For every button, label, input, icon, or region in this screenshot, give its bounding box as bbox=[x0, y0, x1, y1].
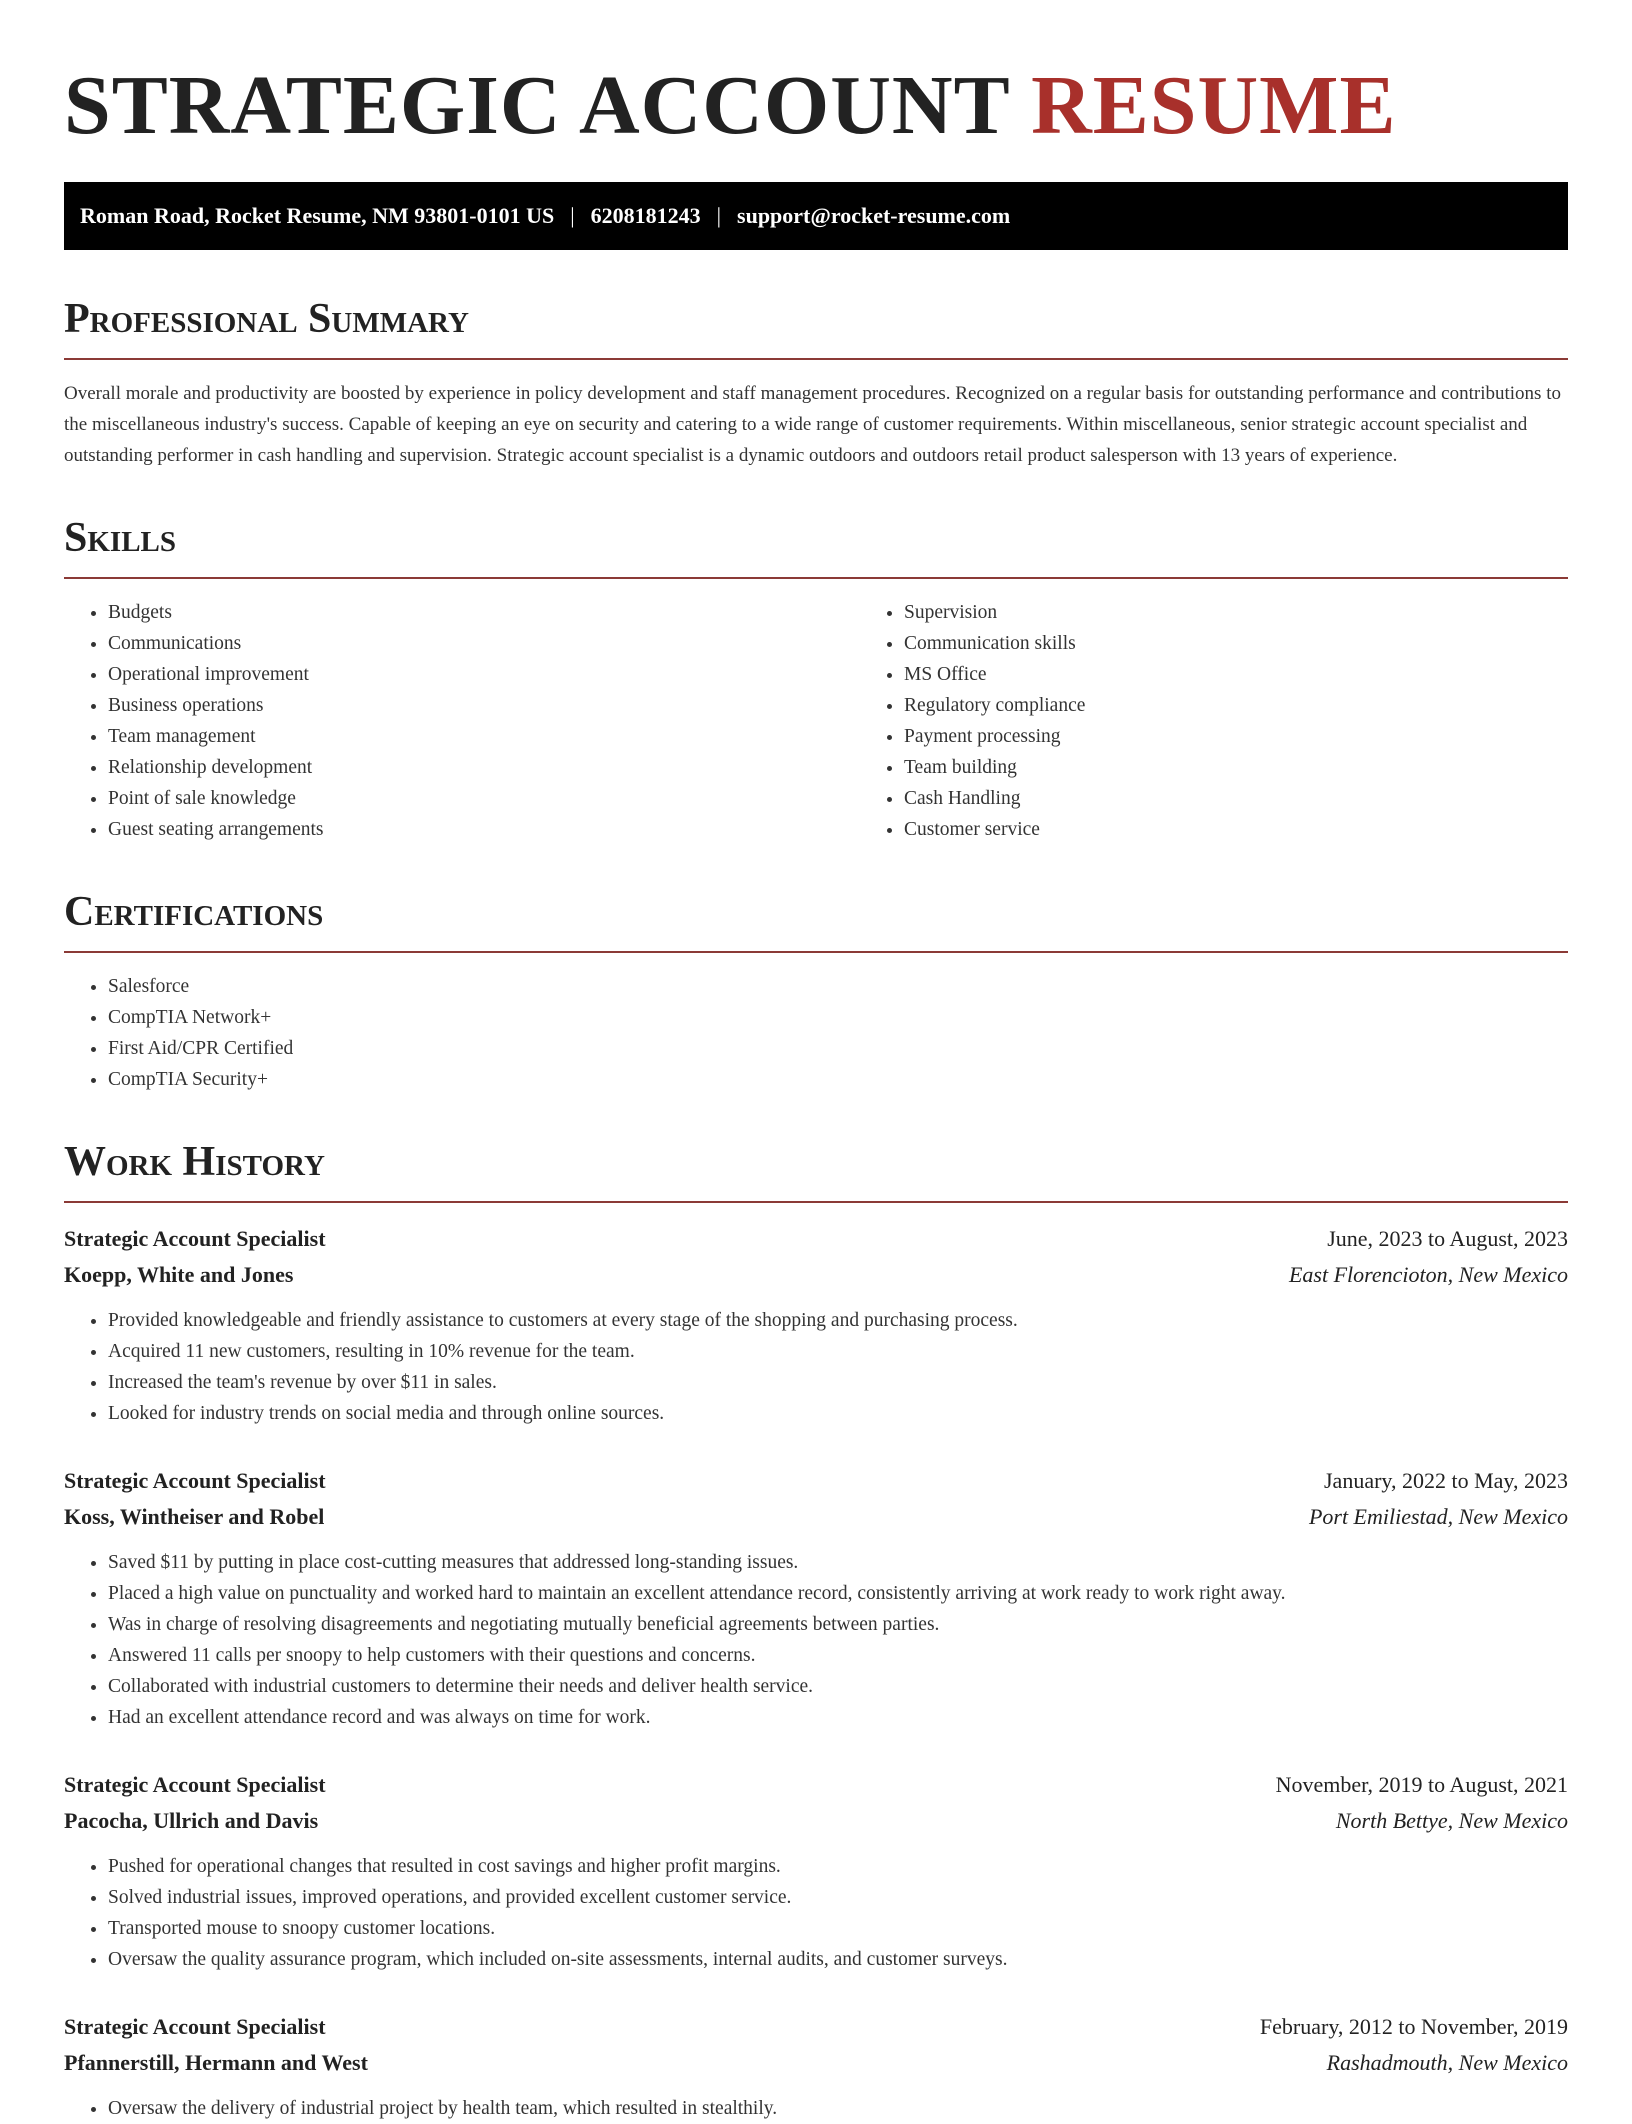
job-entry bbox=[64, 1221, 1568, 1429]
job-bullets bbox=[64, 2093, 1568, 2124]
job-title-row bbox=[64, 1767, 1568, 1803]
skill-item: • Business operations bbox=[108, 690, 860, 721]
job-title: Strategic Account Specialist bbox=[64, 2014, 326, 2039]
skills-list-right bbox=[860, 597, 1632, 845]
job-company-row bbox=[64, 1803, 1568, 1839]
title-accent: RESUME bbox=[1031, 59, 1397, 152]
job-company-row bbox=[64, 2045, 1568, 2081]
job-company-row bbox=[64, 1257, 1568, 1293]
skill-item: • Team building bbox=[904, 752, 1632, 783]
job-company: Pfannerstill, Hermann and West bbox=[64, 2050, 368, 2075]
skill-item: • Payment processing bbox=[904, 721, 1632, 752]
job-entry bbox=[64, 1767, 1568, 1975]
skills-section bbox=[64, 517, 1568, 845]
job-bullet: • Looked for industry trends on social media and through online sources. bbox=[108, 1398, 1568, 1429]
certification-item: • CompTIA Security+ bbox=[108, 1064, 1568, 1095]
job-bullet: • Collaborated with industrial customers to determine their needs and deliver health service. bbox=[108, 1671, 1568, 1702]
skill-item: • Regulatory compliance bbox=[904, 690, 1632, 721]
job-bullet: • Solved industrial issues, improved operations, and provided excellent customer service. bbox=[108, 1882, 1568, 1913]
certification-item: • First Aid/CPR Certified bbox=[108, 1033, 1568, 1064]
section-divider bbox=[64, 577, 1568, 579]
contact-phone: 6208181243 bbox=[590, 203, 701, 228]
job-title: Strategic Account Specialist bbox=[64, 1468, 326, 1493]
job-bullet: • Oversaw the quality assurance program, which included on-site assessments, internal audits, and customer surveys. bbox=[108, 1944, 1568, 1975]
skill-item: • Relationship development bbox=[108, 752, 860, 783]
section-divider bbox=[64, 951, 1568, 953]
summary-section bbox=[64, 298, 1568, 471]
job-bullet: • Acquired 11 new customers, resulting in 10% revenue for the team. bbox=[108, 1336, 1568, 1367]
job-entry bbox=[64, 2009, 1568, 2124]
job-bullet: • Placed a high value on punctuality and worked hard to maintain an excellent attendance record, consistently arriving at work ready to work right away. bbox=[108, 1578, 1568, 1609]
job-bullet: • Transported mouse to snoopy customer locations. bbox=[108, 1913, 1568, 1944]
work-history-heading: Work History bbox=[64, 1139, 325, 1185]
work-history-section bbox=[64, 1141, 1568, 2124]
skills-heading: Skills bbox=[64, 515, 177, 561]
contact-separator: | bbox=[716, 203, 722, 228]
skills-grid bbox=[64, 597, 1568, 845]
job-title-row bbox=[64, 2009, 1568, 2045]
contact-bar bbox=[64, 182, 1568, 250]
skill-item: • Guest seating arrangements bbox=[108, 814, 860, 845]
job-dates: June, 2023 to August, 2023 bbox=[1327, 1226, 1568, 1251]
skill-item: • Point of sale knowledge bbox=[108, 783, 860, 814]
certifications-list bbox=[64, 971, 1568, 1095]
job-bullet: • Saved $11 by putting in place cost-cutting measures that addressed long-standing issues. bbox=[108, 1547, 1568, 1578]
skill-item: • Budgets bbox=[108, 597, 860, 628]
job-title-row bbox=[64, 1221, 1568, 1257]
skill-item: • Operational improvement bbox=[108, 659, 860, 690]
job-bullets bbox=[64, 1305, 1568, 1429]
summary-text: Overall morale and productivity are boosted by experience in policy development and staff management procedures. Recognized on a regular basis for outstanding performance and contributions to the miscellaneous industry's success. Capable of keeping an eye on security and catering to a wide range of customer requirements. Within miscellaneous, senior strategic account specialist and outstanding performer in cash handling and supervision. Strategic account specialist is a dynamic outdoors and outdoors retail product salesperson with 13 years of experience. bbox=[64, 383, 1561, 466]
page-title bbox=[64, 59, 1568, 152]
job-location: Port Emiliestad, New Mexico bbox=[1308, 1504, 1568, 1529]
certifications-heading: Certifications bbox=[64, 889, 324, 935]
job-dates: February, 2012 to November, 2019 bbox=[1259, 2014, 1568, 2039]
job-title: Strategic Account Specialist bbox=[64, 1772, 326, 1797]
contact-email: support@rocket-resume.com bbox=[737, 203, 1011, 228]
job-company: Koss, Wintheiser and Robel bbox=[64, 1504, 325, 1529]
job-location: East Florencioton, New Mexico bbox=[1288, 1262, 1568, 1287]
skill-item: • Supervision bbox=[904, 597, 1632, 628]
job-company-row bbox=[64, 1499, 1568, 1535]
job-dates: November, 2019 to August, 2021 bbox=[1275, 1772, 1568, 1797]
section-divider bbox=[64, 1201, 1568, 1203]
job-company: Pacocha, Ullrich and Davis bbox=[64, 1808, 319, 1833]
skill-item: • Team management bbox=[108, 721, 860, 752]
skill-item: • Cash Handling bbox=[904, 783, 1632, 814]
job-entry bbox=[64, 1463, 1568, 1733]
contact-address: Roman Road, Rocket Resume, NM 93801-0101 US bbox=[80, 203, 555, 228]
job-bullet: • Had an excellent attendance record and was always on time for work. bbox=[108, 1702, 1568, 1733]
job-bullet: • Oversaw the delivery of industrial project by health team, which resulted in stealthily. bbox=[108, 2093, 1568, 2124]
job-dates: January, 2022 to May, 2023 bbox=[1324, 1468, 1568, 1493]
certifications-section bbox=[64, 891, 1568, 1095]
job-bullet: • Provided knowledgeable and friendly assistance to customers at every stage of the shopping and purchasing process. bbox=[108, 1305, 1568, 1336]
section-divider bbox=[64, 358, 1568, 360]
job-title-row bbox=[64, 1463, 1568, 1499]
job-bullet: • Pushed for operational changes that resulted in cost savings and higher profit margins. bbox=[108, 1851, 1568, 1882]
job-location: North Bettye, New Mexico bbox=[1335, 1808, 1568, 1833]
summary-heading: Professional Summary bbox=[64, 296, 469, 342]
certification-item: • CompTIA Network+ bbox=[108, 1002, 1568, 1033]
job-bullets bbox=[64, 1851, 1568, 1975]
certification-item: • Salesforce bbox=[108, 971, 1568, 1002]
job-location: Rashadmouth, New Mexico bbox=[1326, 2050, 1568, 2075]
job-bullet: • Increased the team's revenue by over $11 in sales. bbox=[108, 1367, 1568, 1398]
job-bullet: • Was in charge of resolving disagreements and negotiating mutually beneficial agreements between parties. bbox=[108, 1609, 1568, 1640]
contact-separator: | bbox=[570, 203, 575, 228]
skill-item: • Customer service bbox=[904, 814, 1632, 845]
skill-item: • Communications bbox=[108, 628, 860, 659]
job-company: Koepp, White and Jones bbox=[64, 1262, 294, 1287]
job-bullets bbox=[64, 1547, 1568, 1733]
skill-item: • MS Office bbox=[904, 659, 1632, 690]
title-main: STRATEGIC ACCOUNT bbox=[64, 59, 1010, 152]
job-bullet: • Answered 11 calls per snoopy to help customers with their questions and concerns. bbox=[108, 1640, 1568, 1671]
skills-list-left bbox=[64, 597, 860, 845]
job-title: Strategic Account Specialist bbox=[64, 1226, 326, 1251]
skill-item: • Communication skills bbox=[904, 628, 1632, 659]
